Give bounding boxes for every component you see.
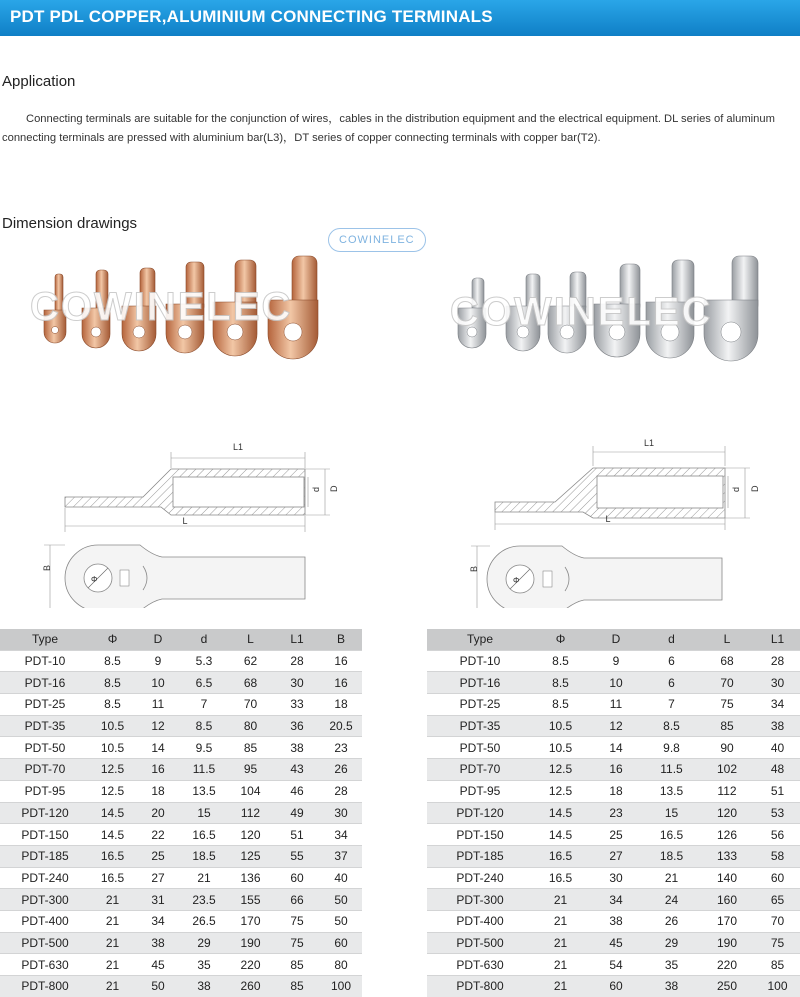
table-row bbox=[0, 715, 362, 737]
table-cell: 125 bbox=[227, 845, 274, 867]
table-cell: 14.5 bbox=[533, 802, 588, 824]
table-cell: 34 bbox=[320, 824, 362, 846]
table-cell: 18 bbox=[135, 780, 181, 802]
table-cell: PDT-25 bbox=[0, 694, 90, 716]
table-cell: 51 bbox=[755, 780, 800, 802]
table-cell: 12.5 bbox=[90, 780, 135, 802]
table-row bbox=[0, 867, 362, 889]
table-cell: 40 bbox=[320, 867, 362, 889]
table-cell: 7 bbox=[644, 694, 699, 716]
table-cell: 49 bbox=[274, 802, 320, 824]
table-cell: 90 bbox=[699, 737, 755, 759]
table-cell: 6.5 bbox=[181, 672, 227, 694]
table-cell: 29 bbox=[181, 932, 227, 954]
table-cell: 120 bbox=[699, 802, 755, 824]
table-cell: 8.5 bbox=[181, 715, 227, 737]
table-cell: 30 bbox=[320, 802, 362, 824]
table-cell: 102 bbox=[699, 759, 755, 781]
table-cell: PDT-800 bbox=[427, 976, 533, 997]
table-cell: 66 bbox=[274, 889, 320, 911]
table-cell: 25 bbox=[135, 845, 181, 867]
table-cell: 38 bbox=[755, 715, 800, 737]
label-B: B bbox=[42, 564, 52, 571]
table-row bbox=[427, 910, 800, 932]
table-cell: 80 bbox=[227, 715, 274, 737]
label-L: L bbox=[605, 514, 611, 524]
column-header: Φ bbox=[90, 629, 135, 650]
watermark-logo: COWINELEC bbox=[328, 228, 426, 252]
table-cell: 7 bbox=[181, 694, 227, 716]
table-cell: 10 bbox=[588, 672, 644, 694]
table-cell: 43 bbox=[274, 759, 320, 781]
table-cell: 21 bbox=[533, 954, 588, 976]
table-cell: PDT-10 bbox=[0, 650, 90, 672]
table-cell: 5.3 bbox=[181, 650, 227, 672]
table-cell: 40 bbox=[755, 737, 800, 759]
table-cell: PDT-70 bbox=[427, 759, 533, 781]
table-cell: 133 bbox=[699, 845, 755, 867]
table-cell: 75 bbox=[274, 932, 320, 954]
table-row bbox=[0, 737, 362, 759]
table-cell: PDT-300 bbox=[0, 889, 90, 911]
table-cell: 16.5 bbox=[181, 824, 227, 846]
table-cell: PDT-240 bbox=[427, 867, 533, 889]
table-cell: PDT-95 bbox=[427, 780, 533, 802]
table-cell: 56 bbox=[755, 824, 800, 846]
table-row bbox=[0, 759, 362, 781]
table-cell: 38 bbox=[644, 976, 699, 997]
table-cell: 38 bbox=[274, 737, 320, 759]
table-cell: 15 bbox=[181, 802, 227, 824]
table-cell: 21 bbox=[90, 976, 135, 997]
application-paragraph bbox=[2, 110, 798, 148]
table-row bbox=[0, 694, 362, 716]
table-cell: PDT-300 bbox=[427, 889, 533, 911]
table-cell: 85 bbox=[274, 954, 320, 976]
label-d: d bbox=[311, 486, 321, 492]
table-cell: PDT-50 bbox=[427, 737, 533, 759]
table-cell: 21 bbox=[533, 889, 588, 911]
table-cell: 50 bbox=[320, 910, 362, 932]
table-row bbox=[427, 672, 800, 694]
table-cell: 70 bbox=[699, 672, 755, 694]
table-cell: 62 bbox=[227, 650, 274, 672]
table-cell: 24 bbox=[644, 889, 699, 911]
table-cell: 6 bbox=[644, 650, 699, 672]
table-cell: 45 bbox=[135, 954, 181, 976]
watermark-right: COWINELEC bbox=[450, 290, 713, 334]
table-cell: 37 bbox=[320, 845, 362, 867]
table-cell: 20 bbox=[135, 802, 181, 824]
table-cell: 70 bbox=[755, 910, 800, 932]
table-cell: 14 bbox=[135, 737, 181, 759]
table-cell: 250 bbox=[699, 976, 755, 997]
table-cell: PDT-16 bbox=[0, 672, 90, 694]
table-cell: 21 bbox=[181, 867, 227, 889]
table-cell: 6 bbox=[644, 672, 699, 694]
table-cell: 58 bbox=[755, 845, 800, 867]
table-cell: 28 bbox=[274, 650, 320, 672]
table-cell: 14.5 bbox=[533, 824, 588, 846]
table-cell: 85 bbox=[755, 954, 800, 976]
table-cell: 23 bbox=[588, 802, 644, 824]
column-header: D bbox=[588, 629, 644, 650]
table-cell: 9.5 bbox=[181, 737, 227, 759]
table-cell: 140 bbox=[699, 867, 755, 889]
table-cell: 22 bbox=[135, 824, 181, 846]
table-cell: 21 bbox=[90, 932, 135, 954]
table-row bbox=[0, 824, 362, 846]
column-header: L1 bbox=[274, 629, 320, 650]
dimension-heading: Dimension drawings bbox=[2, 215, 138, 232]
column-header: L bbox=[227, 629, 274, 650]
table-cell: 8.5 bbox=[90, 672, 135, 694]
aluminium-spec-table bbox=[427, 629, 800, 997]
table-cell: 8.5 bbox=[533, 650, 588, 672]
table-cell: 11.5 bbox=[181, 759, 227, 781]
table-cell: 9.8 bbox=[644, 737, 699, 759]
table-cell: 85 bbox=[699, 715, 755, 737]
table-cell: 85 bbox=[274, 976, 320, 997]
label-L1: L1 bbox=[232, 442, 244, 452]
column-header: D bbox=[135, 629, 181, 650]
application-line-1: Connecting terminals are suitable for the conjunction of wires，cables in the distribution equipment and the electrical equipment. DL series of aluminum bbox=[26, 113, 775, 125]
table-cell: PDT-400 bbox=[427, 910, 533, 932]
table-cell: PDT-185 bbox=[0, 845, 90, 867]
table-cell: 53 bbox=[755, 802, 800, 824]
table-row bbox=[427, 889, 800, 911]
table-cell: 16 bbox=[135, 759, 181, 781]
table-cell: PDT-120 bbox=[427, 802, 533, 824]
table-cell: 8.5 bbox=[533, 694, 588, 716]
table-cell: PDT-240 bbox=[0, 867, 90, 889]
table-cell: 220 bbox=[227, 954, 274, 976]
table-cell: 70 bbox=[227, 694, 274, 716]
table-cell: 11 bbox=[588, 694, 644, 716]
column-header: Type bbox=[427, 629, 533, 650]
table-cell: 220 bbox=[699, 954, 755, 976]
table-row bbox=[0, 889, 362, 911]
column-header: L bbox=[699, 629, 755, 650]
watermark-left: COWINELEC bbox=[30, 285, 293, 329]
table-cell: 27 bbox=[135, 867, 181, 889]
table-cell: 16.5 bbox=[533, 867, 588, 889]
table-row bbox=[427, 976, 800, 997]
table-cell: 13.5 bbox=[644, 780, 699, 802]
table-row bbox=[427, 867, 800, 889]
table-cell: PDT-16 bbox=[427, 672, 533, 694]
table-row bbox=[427, 802, 800, 824]
label-L1: L1 bbox=[643, 438, 655, 448]
table-row bbox=[427, 954, 800, 976]
table-cell: 104 bbox=[227, 780, 274, 802]
table-cell: 16 bbox=[320, 672, 362, 694]
table-cell: 155 bbox=[227, 889, 274, 911]
table-row bbox=[427, 780, 800, 802]
table-cell: PDT-95 bbox=[0, 780, 90, 802]
table-cell: 85 bbox=[227, 737, 274, 759]
table-cell: 18.5 bbox=[644, 845, 699, 867]
table-cell: 38 bbox=[588, 910, 644, 932]
table-cell: 21 bbox=[90, 954, 135, 976]
table-row bbox=[427, 694, 800, 716]
table-cell: 60 bbox=[755, 867, 800, 889]
table-cell: 12.5 bbox=[90, 759, 135, 781]
table-cell: 50 bbox=[135, 976, 181, 997]
table-cell: 60 bbox=[320, 932, 362, 954]
table-cell: 13.5 bbox=[181, 780, 227, 802]
table-row bbox=[427, 737, 800, 759]
table-cell: 28 bbox=[755, 650, 800, 672]
column-header: d bbox=[181, 629, 227, 650]
table-header-row bbox=[427, 629, 800, 650]
table-row bbox=[0, 672, 362, 694]
table-cell: 126 bbox=[699, 824, 755, 846]
table-row bbox=[0, 932, 362, 954]
table-cell: 120 bbox=[227, 824, 274, 846]
table-cell: 10.5 bbox=[533, 715, 588, 737]
table-cell: 112 bbox=[227, 802, 274, 824]
svg-text:Φ: Φ bbox=[513, 576, 520, 585]
table-cell: 34 bbox=[135, 910, 181, 932]
table-cell: 18 bbox=[320, 694, 362, 716]
table-row bbox=[0, 976, 362, 997]
table-cell: 21 bbox=[533, 976, 588, 997]
table-cell: 75 bbox=[274, 910, 320, 932]
label-d: d bbox=[731, 486, 741, 492]
table-cell: 10.5 bbox=[90, 715, 135, 737]
column-header: d bbox=[644, 629, 699, 650]
table-cell: 16 bbox=[320, 650, 362, 672]
table-cell: 23 bbox=[320, 737, 362, 759]
label-L: L bbox=[182, 516, 188, 526]
table-cell: 15 bbox=[644, 802, 699, 824]
table-cell: 16.5 bbox=[90, 845, 135, 867]
table-cell: 26.5 bbox=[181, 910, 227, 932]
table-cell: 16.5 bbox=[644, 824, 699, 846]
table-row bbox=[427, 932, 800, 954]
table-cell: 12 bbox=[588, 715, 644, 737]
table-row bbox=[0, 910, 362, 932]
table-cell: 14.5 bbox=[90, 824, 135, 846]
table-cell: 95 bbox=[227, 759, 274, 781]
table-cell: 25 bbox=[588, 824, 644, 846]
table-cell: PDT-120 bbox=[0, 802, 90, 824]
column-header: L1 bbox=[755, 629, 800, 650]
table-cell: PDT-630 bbox=[427, 954, 533, 976]
table-cell: 75 bbox=[755, 932, 800, 954]
table-cell: 10.5 bbox=[533, 737, 588, 759]
table-cell: 38 bbox=[135, 932, 181, 954]
table-cell: 27 bbox=[588, 845, 644, 867]
table-cell: 16.5 bbox=[90, 867, 135, 889]
title-banner bbox=[0, 0, 800, 36]
aluminium-dimension-drawing bbox=[465, 438, 795, 608]
table-row bbox=[427, 824, 800, 846]
table-cell: 112 bbox=[699, 780, 755, 802]
label-D: D bbox=[750, 485, 760, 492]
table-row bbox=[427, 845, 800, 867]
table-row bbox=[427, 759, 800, 781]
table-cell: PDT-800 bbox=[0, 976, 90, 997]
table-cell: 30 bbox=[588, 867, 644, 889]
table-cell: 75 bbox=[699, 694, 755, 716]
table-cell: 60 bbox=[274, 867, 320, 889]
table-cell: 33 bbox=[274, 694, 320, 716]
svg-text:Φ: Φ bbox=[91, 575, 98, 584]
table-cell: 30 bbox=[755, 672, 800, 694]
table-cell: 80 bbox=[320, 954, 362, 976]
table-row bbox=[0, 650, 362, 672]
table-cell: 11.5 bbox=[644, 759, 699, 781]
table-cell: 65 bbox=[755, 889, 800, 911]
table-cell: 50 bbox=[320, 889, 362, 911]
table-cell: PDT-50 bbox=[0, 737, 90, 759]
table-cell: 35 bbox=[181, 954, 227, 976]
table-cell: 23.5 bbox=[181, 889, 227, 911]
table-cell: 160 bbox=[699, 889, 755, 911]
table-row bbox=[0, 802, 362, 824]
copper-spec-table bbox=[0, 629, 362, 997]
table-cell: 10 bbox=[135, 672, 181, 694]
table-cell: PDT-25 bbox=[427, 694, 533, 716]
table-cell: 18.5 bbox=[181, 845, 227, 867]
table-cell: 46 bbox=[274, 780, 320, 802]
table-cell: PDT-150 bbox=[0, 824, 90, 846]
table-cell: 12 bbox=[135, 715, 181, 737]
table-cell: PDT-70 bbox=[0, 759, 90, 781]
table-cell: 48 bbox=[755, 759, 800, 781]
table-cell: PDT-10 bbox=[427, 650, 533, 672]
table-cell: 20.5 bbox=[320, 715, 362, 737]
table-cell: 21 bbox=[90, 889, 135, 911]
table-cell: 14 bbox=[588, 737, 644, 759]
table-cell: 190 bbox=[699, 932, 755, 954]
table-cell: 21 bbox=[533, 932, 588, 954]
table-cell: 34 bbox=[755, 694, 800, 716]
table-cell: PDT-500 bbox=[427, 932, 533, 954]
table-cell: 190 bbox=[227, 932, 274, 954]
table-row bbox=[0, 780, 362, 802]
table-cell: PDT-35 bbox=[427, 715, 533, 737]
label-D: D bbox=[329, 485, 339, 492]
table-cell: 29 bbox=[644, 932, 699, 954]
table-cell: 100 bbox=[755, 976, 800, 997]
table-cell: PDT-630 bbox=[0, 954, 90, 976]
table-cell: 16 bbox=[588, 759, 644, 781]
table-cell: 8.5 bbox=[533, 672, 588, 694]
table-cell: 136 bbox=[227, 867, 274, 889]
table-row bbox=[427, 650, 800, 672]
column-header: B bbox=[320, 629, 362, 650]
table-cell: 26 bbox=[644, 910, 699, 932]
copper-dimension-drawing bbox=[40, 438, 370, 608]
table-cell: PDT-185 bbox=[427, 845, 533, 867]
table-cell: 68 bbox=[227, 672, 274, 694]
application-heading: Application bbox=[2, 73, 76, 90]
table-cell: 170 bbox=[227, 910, 274, 932]
table-cell: 9 bbox=[135, 650, 181, 672]
column-header: Φ bbox=[533, 629, 588, 650]
table-row bbox=[427, 715, 800, 737]
table-cell: 30 bbox=[274, 672, 320, 694]
table-cell: 35 bbox=[644, 954, 699, 976]
table-cell: 21 bbox=[644, 867, 699, 889]
table-header-row bbox=[0, 629, 362, 650]
table-cell: 26 bbox=[320, 759, 362, 781]
table-cell: 68 bbox=[699, 650, 755, 672]
table-cell: PDT-400 bbox=[0, 910, 90, 932]
table-cell: PDT-35 bbox=[0, 715, 90, 737]
table-cell: 12.5 bbox=[533, 780, 588, 802]
table-cell: 34 bbox=[588, 889, 644, 911]
table-cell: 9 bbox=[588, 650, 644, 672]
table-cell: 10.5 bbox=[90, 737, 135, 759]
table-cell: 51 bbox=[274, 824, 320, 846]
table-cell: 21 bbox=[90, 910, 135, 932]
table-cell: 18 bbox=[588, 780, 644, 802]
application-line-2: connecting terminals are pressed with aluminium bar(L3)，DT series of copper connecting terminals with copper bar(T2). bbox=[2, 132, 601, 144]
table-cell: 21 bbox=[533, 910, 588, 932]
table-cell: 31 bbox=[135, 889, 181, 911]
table-cell: 38 bbox=[181, 976, 227, 997]
table-cell: 28 bbox=[320, 780, 362, 802]
table-cell: 100 bbox=[320, 976, 362, 997]
table-cell: 8.5 bbox=[90, 650, 135, 672]
table-cell: 36 bbox=[274, 715, 320, 737]
table-cell: 8.5 bbox=[90, 694, 135, 716]
table-cell: 8.5 bbox=[644, 715, 699, 737]
table-cell: 260 bbox=[227, 976, 274, 997]
table-row bbox=[0, 845, 362, 867]
table-cell: 54 bbox=[588, 954, 644, 976]
table-cell: 12.5 bbox=[533, 759, 588, 781]
table-cell: 16.5 bbox=[533, 845, 588, 867]
table-cell: 45 bbox=[588, 932, 644, 954]
table-row bbox=[0, 954, 362, 976]
table-cell: 14.5 bbox=[90, 802, 135, 824]
table-cell: 170 bbox=[699, 910, 755, 932]
table-cell: 11 bbox=[135, 694, 181, 716]
table-cell: PDT-150 bbox=[427, 824, 533, 846]
column-header: Type bbox=[0, 629, 90, 650]
label-B: B bbox=[469, 565, 479, 572]
table-cell: 55 bbox=[274, 845, 320, 867]
table-cell: 60 bbox=[588, 976, 644, 997]
page-title: PDT PDL COPPER,ALUMINIUM CONNECTING TERMINALS bbox=[10, 7, 493, 26]
table-cell: PDT-500 bbox=[0, 932, 90, 954]
